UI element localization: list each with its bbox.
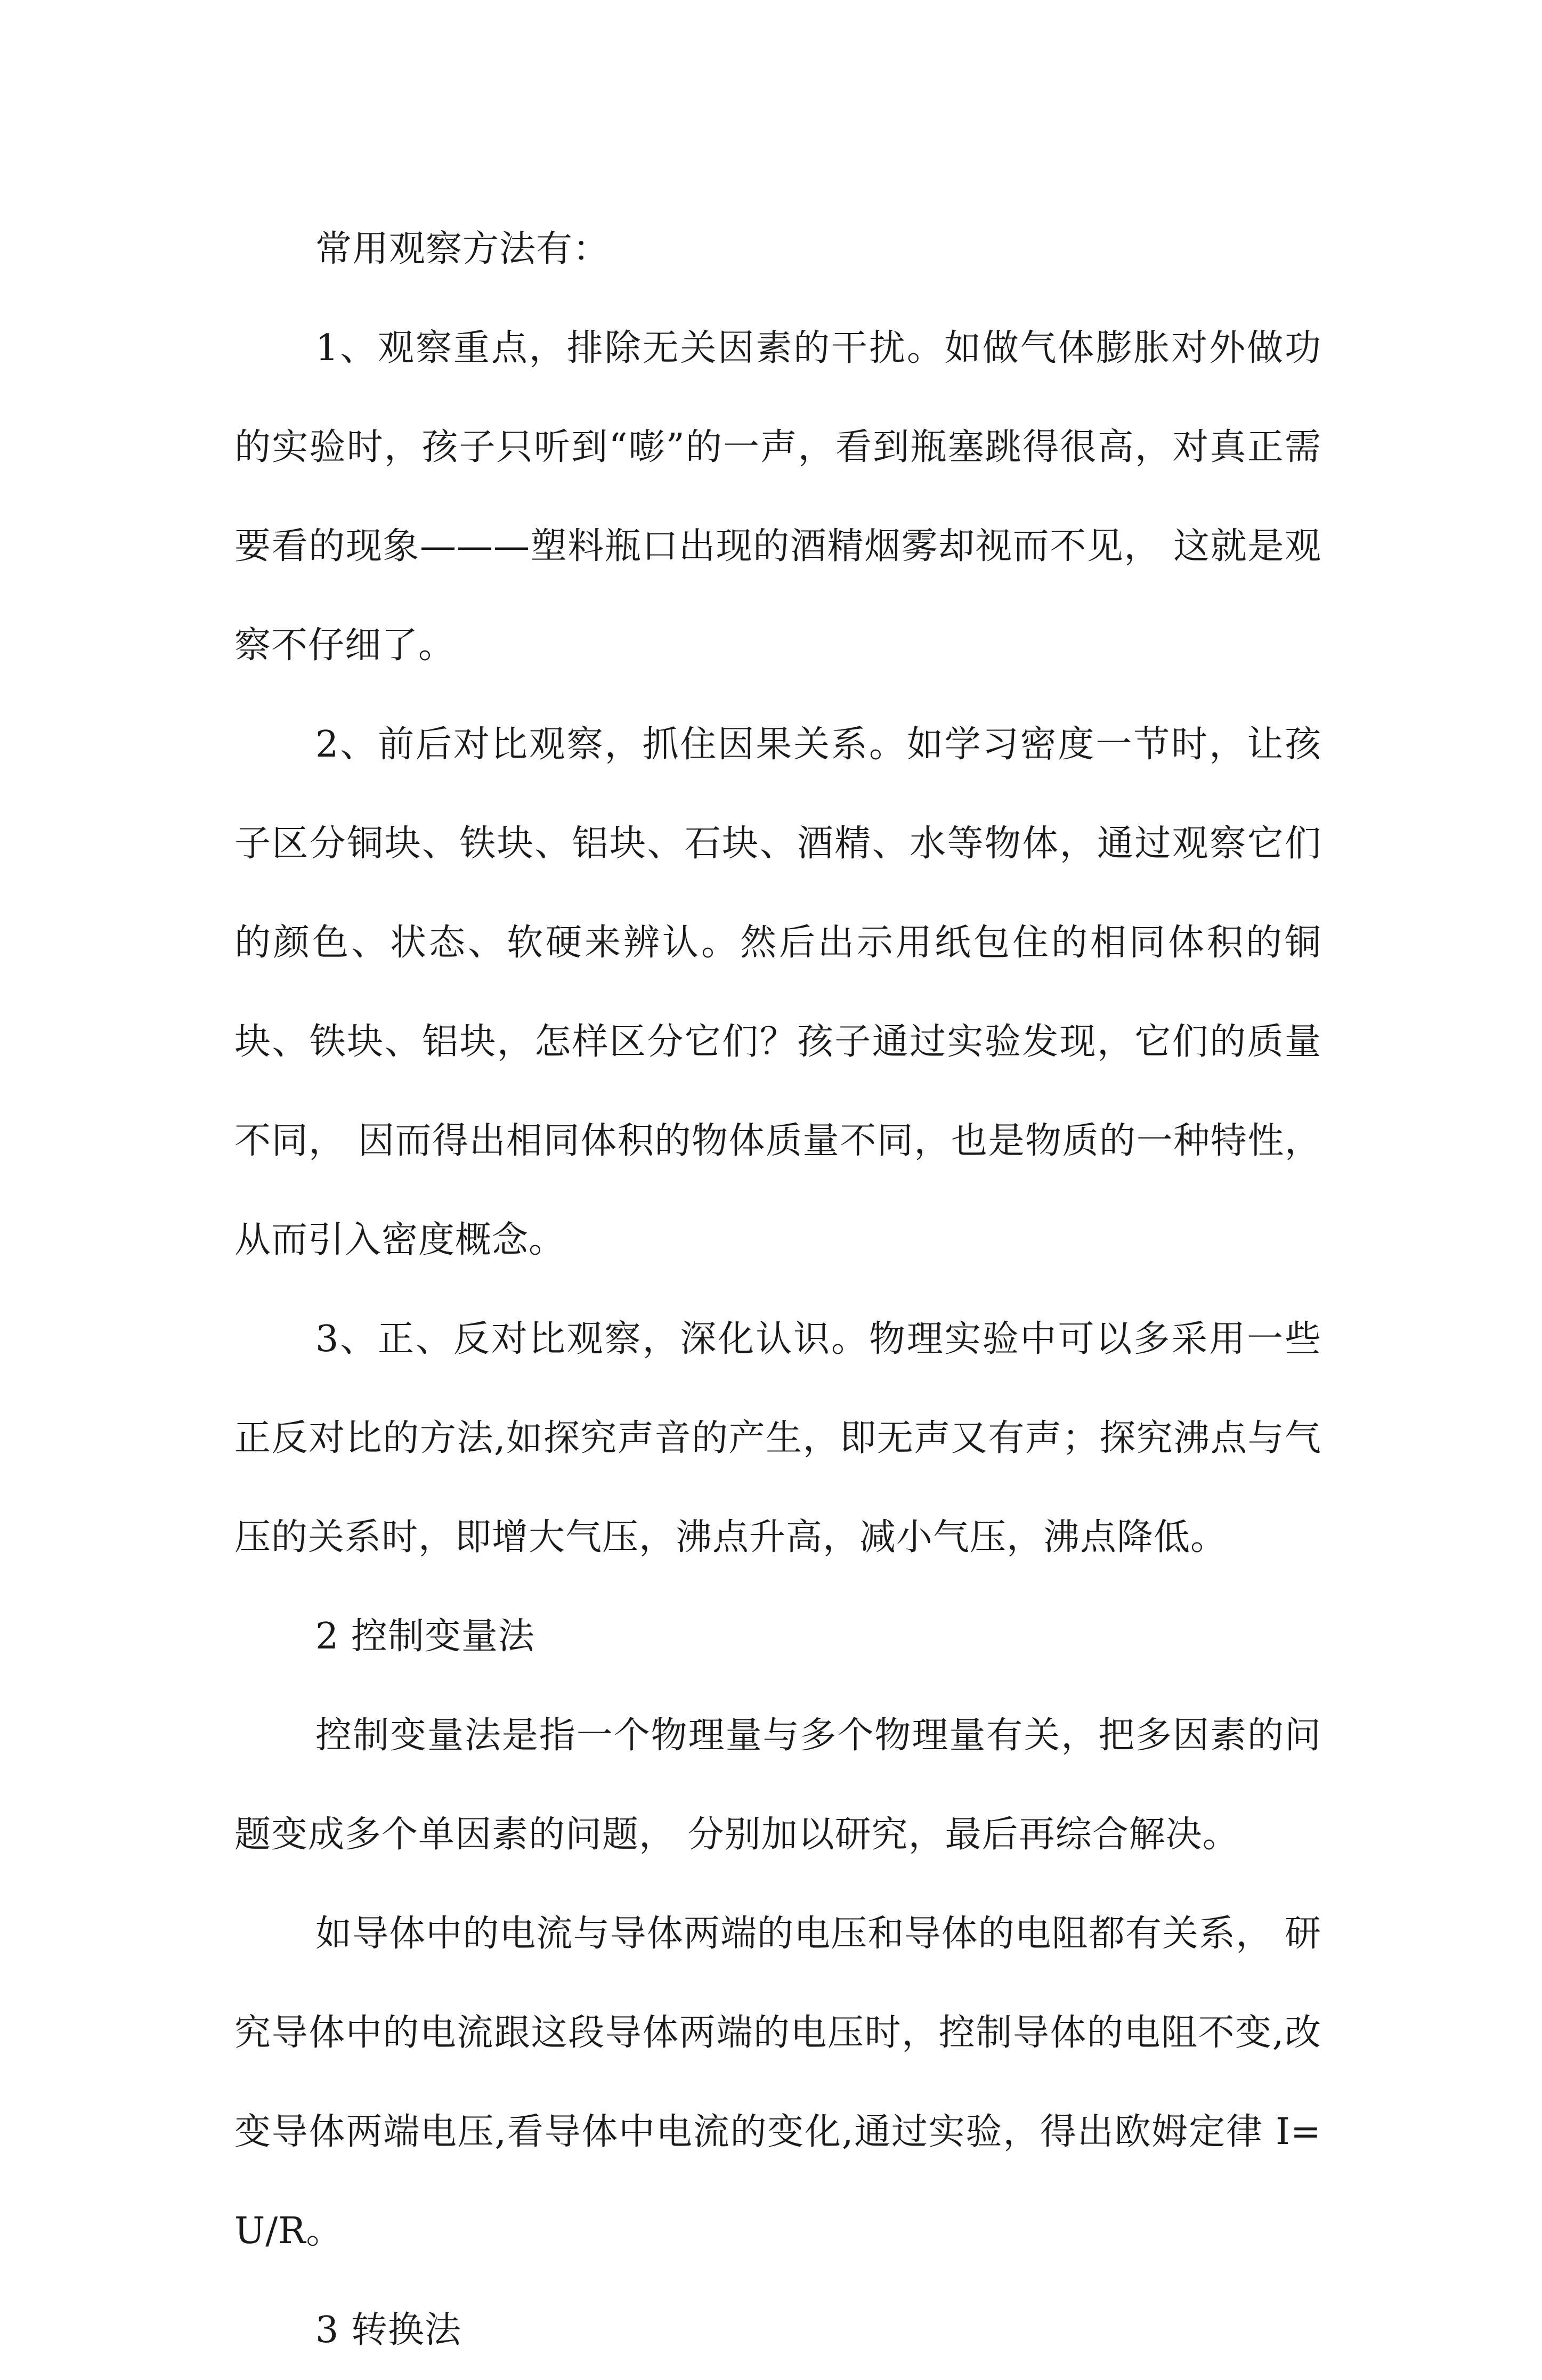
paragraph-method-3: 3、正、反对比观察，深化认识。物理实验中可以多采用一些正反对比的方法,如探究声音的产生，即无声又有声；探究沸点与气压的关系时，即增大气压，沸点升高，减小气压，沸点降低。 xyxy=(234,1318,1321,1558)
paragraph-method-2: 2、前后对比观察，抓住因果关系。如学习密度一节时，让孩子区分铜块、铁块、铝块、石块、酒精、水等物体，通过观察它们的颜色、状态、软硬来辨认。然后出示用纸包住的相同体积的铜块、铁块、铝块，怎样区分它们？孩子通过实验发现，它们的质量不同， 因而得出相同体积的物体质量不同，也是物质的一种特性，从而引入密度概念。 xyxy=(234,724,1321,1261)
paragraph-method-1: 1、观察重点，排除无关因素的干扰。如做气体膨胀对外做功的实验时，孩子只听到“嘭”的一声，看到瓶塞跳得很高，对真正需要看的现象———塑料瓶口出现的酒精烟雾却视而不见， 这就是观察不仔细了。 xyxy=(234,327,1321,667)
section-heading-control-variable: 2 控制变量法 xyxy=(315,1615,535,1658)
section-heading-conversion: 3 转换法 xyxy=(315,2309,461,2351)
document-page xyxy=(234,200,1321,2380)
paragraph-control-variable-definition: 控制变量法是指一个物理量与多个物理量有关，把多因素的问题变成多个单因素的问题， 分别加以研究，最后再综合解决。 xyxy=(234,1715,1321,1856)
paragraph-observation-methods-heading: 常用观察方法有： xyxy=(315,228,610,270)
paragraph-control-variable-example: 如导体中的电流与导体两端的电压和导体的电阻都有关系， 研究导体中的电流跟这段导体两端的电压时，控制导体的电阻不变,改变导体两端电压,看导体中电流的变化,通过实验，得出欧姆定律 I=U/R。 xyxy=(234,1913,1321,2252)
